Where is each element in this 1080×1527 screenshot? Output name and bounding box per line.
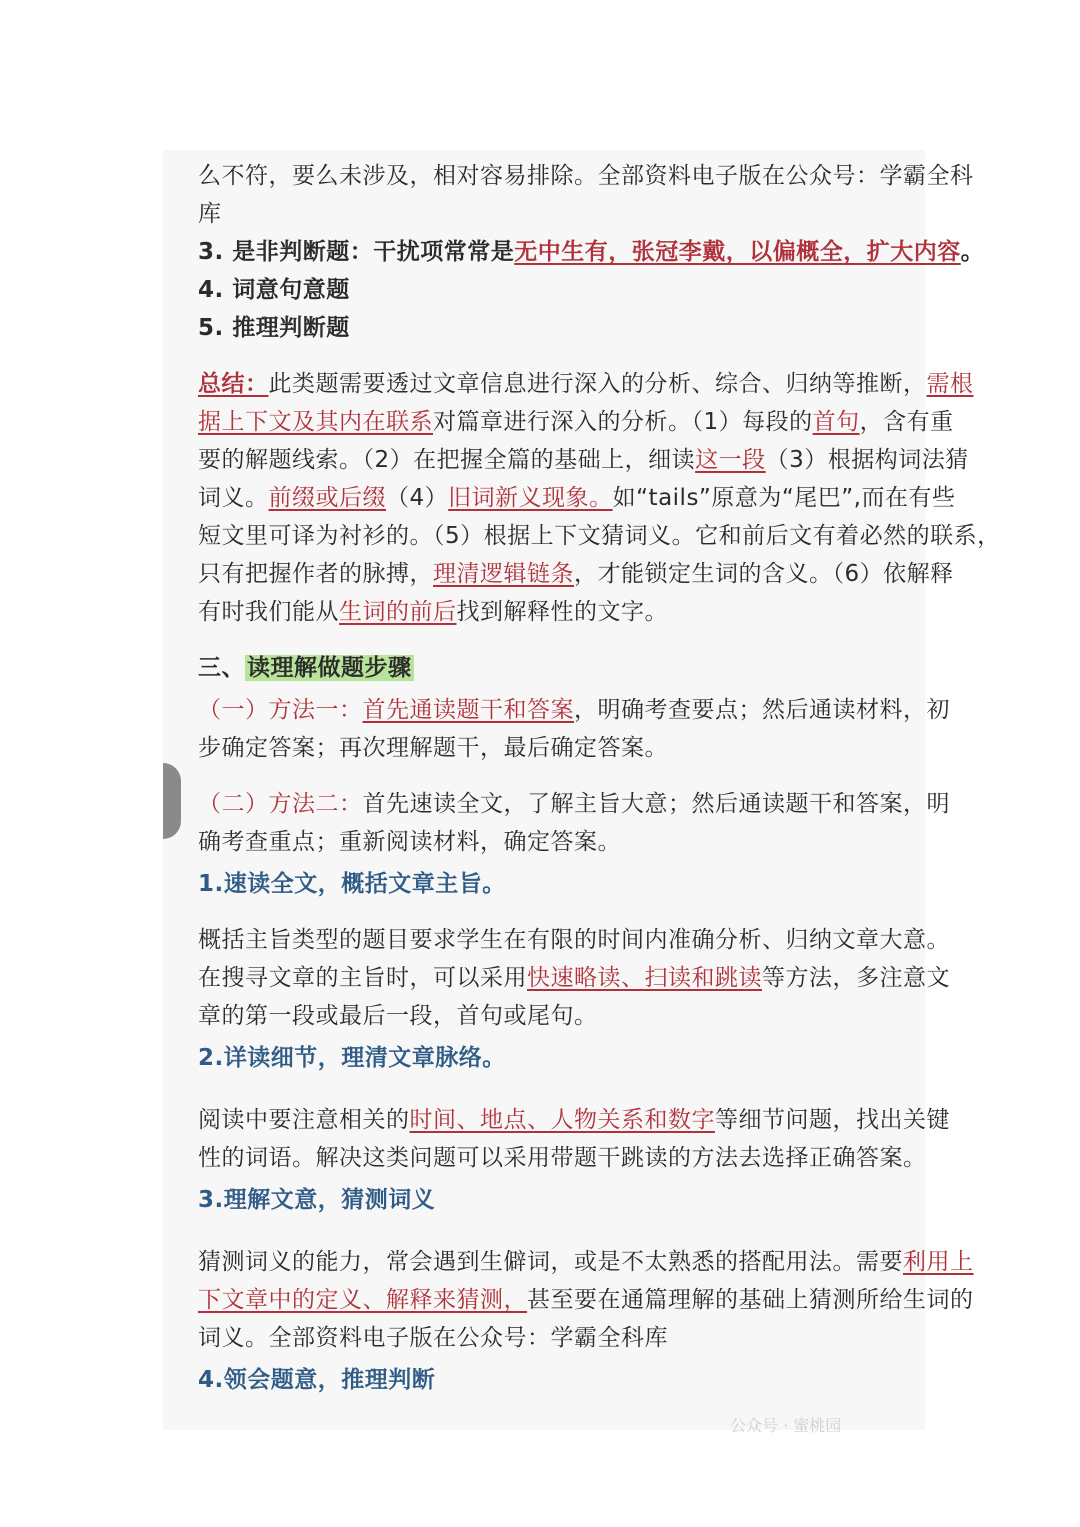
text-line: 么不符，要么未涉及，相对容易排除。全部资料电子版在公众号：学霸全科 [198,163,974,189]
step-1-text: 概括主旨类型的题目要求学生在有限的时间内准确分析、归纳文章大意。 在搜寻文章的主旨时，可以采用快速略读、扫读和跳读等方法，多注意文 章的第一段或最后一段，首句或尾句。 [198,927,950,1029]
item-5: 5. 推理判断题 [198,315,350,341]
heading-highlight: 读理解做题步骤 [247,655,412,681]
highlight-text: 无中生有，张冠李戴，以偏概全，扩大内容 [514,239,961,265]
summary-paragraph: 总结：此类题需要透过文章信息进行深入的分析、综合、归纳等推断，需根 据上下文及其内在联系对篇章进行深入的分析。（1）每段的首句，含有重 要的解题线索。（2）在把握全篇的基础上，细读这一段（3）根据构词法猜 词义。前缀或后缀（4）旧词新义现象。如“tails”原意为“尾巴”,而在有些 短文里可译为衬衫的。（5）根据上下文猜词义。它和前后文有着必然的联系， 只有把握作者的脉搏，理清逻辑链条，才能锁定生词的含义。（6）依解释 有时我们能从生词的前后找到解释性的文字。 [198,371,1001,625]
step-1-heading: 1.速读全文，概括文章主旨。 [198,871,506,897]
section-heading: 三、读理解做题步骤 [198,655,412,681]
item-3: 3. 是非判断题：干扰项常常是无中生有，张冠李戴，以偏概全，扩大内容。 [198,239,985,265]
item-4: 4. 词意句意题 [198,277,350,303]
method-two: （二）方法二：首先速读全文，了解主旨大意；然后通读题干和答案，明 确考查重点；重新阅读材料，确定答案。 [198,791,950,855]
step-3-heading: 3.理解文意，猜测词义 [198,1187,436,1213]
document-content [198,157,1001,1399]
step-3-text: 猜测词义的能力，常会遇到生僻词，或是不太熟悉的搭配用法。需要利用上 下文章中的定义、解释来猜测，甚至要在通篇理解的基础上猜测所给生词的 词义。全部资料电子版在公众号：学霸全科库 [198,1249,974,1351]
step-2-heading: 2.详读细节，理清文章脉络。 [198,1045,506,1071]
page-side-tab[interactable] [163,763,181,839]
watermark: 公众号 · 蜜桃园 [730,1416,842,1435]
text-line: 库 [198,201,222,227]
step-4-heading: 4.领会题意，推理判断 [198,1367,436,1393]
method-one: （一）方法一：首先通读题干和答案，明确考查要点；然后通读材料，初 步确定答案；再次理解题干，最后确定答案。 [198,697,950,761]
summary-label: 总结： [198,371,269,397]
step-2-text: 阅读中要注意相关的时间、地点、人物关系和数字等细节问题，找出关键 性的词语。解决这类问题可以采用带题干跳读的方法去选择正确答案。 [198,1107,950,1171]
